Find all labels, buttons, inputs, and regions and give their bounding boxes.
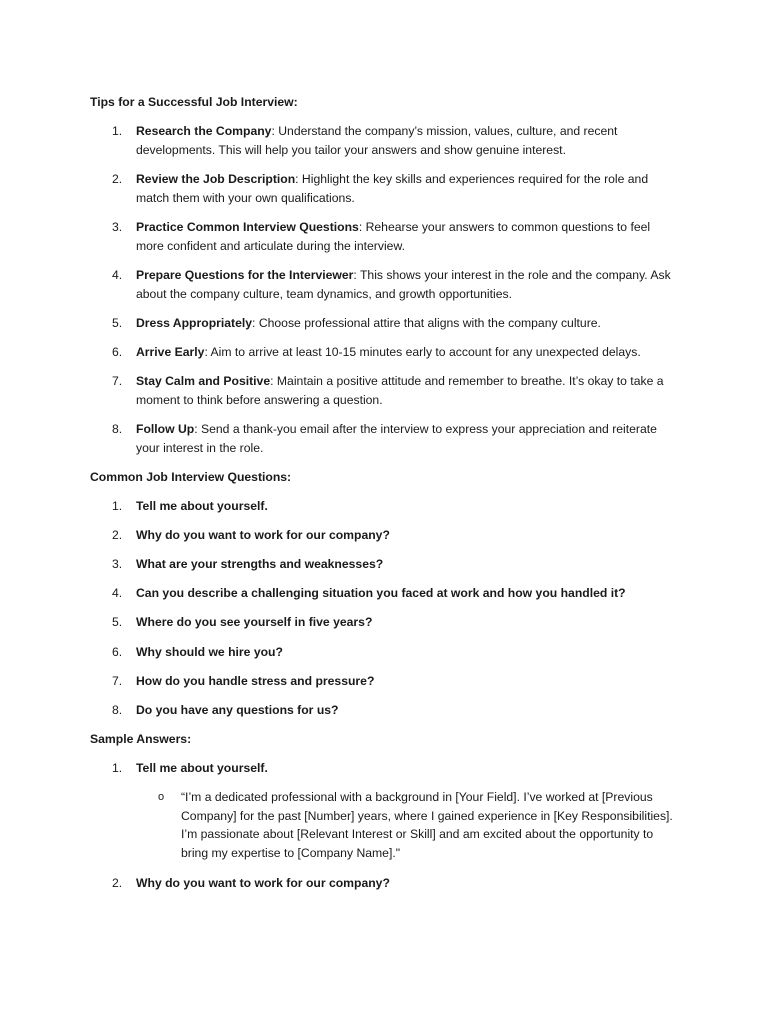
list-number: 4.	[112, 268, 123, 282]
list-item-title: Where do you see yourself in five years?	[136, 615, 373, 629]
list-item-text	[136, 420, 681, 457]
list-item-title: Why do you want to work for our company?	[136, 876, 390, 890]
list-item-description: : Maintain a positive attitude and remember to breathe. It’s okay to take a moment to think before answering a question.	[136, 374, 664, 407]
list-item-text	[136, 497, 681, 516]
list-item-description: : Aim to arrive at least 10-15 minutes early to account for any unexpected delays.	[204, 345, 641, 359]
list-item-title: Stay Calm and Positive	[136, 374, 271, 388]
list-item-text	[136, 122, 681, 159]
list-item-text	[136, 555, 681, 574]
list-item-title: Can you describe a challenging situation you faced at work and how you handled it?	[136, 586, 626, 600]
list-number: 1.	[112, 761, 123, 775]
list-number: 3.	[112, 220, 123, 234]
list-item-text	[136, 613, 681, 632]
list-number: 8.	[112, 422, 123, 436]
list-item-title: What are your strengths and weaknesses?	[136, 557, 384, 571]
list-item-text	[136, 314, 681, 333]
list-item-text	[136, 526, 681, 545]
list-item-title: Dress Appropriately	[136, 316, 253, 330]
list-number: 2.	[112, 876, 123, 890]
list-item-title: Arrive Early	[136, 345, 205, 359]
list-number: 4.	[112, 586, 123, 600]
list-item-text	[136, 643, 681, 662]
list-number: 5.	[112, 615, 123, 629]
list-item-description: : Send a thank-you email after the interview to express your appreciation and reiterate your interest in the role.	[136, 422, 657, 455]
list-item-text	[136, 343, 681, 362]
list-item-title: Do you have any questions for us?	[136, 703, 339, 717]
section-heading-tips: Tips for a Successful Job Interview:	[90, 95, 298, 109]
list-item-description: : Understand the company’s mission, values, culture, and recent developments. This will help you tailor your answers and show genuine interest.	[136, 124, 618, 157]
list-item-text	[136, 218, 681, 255]
list-item-title: Why should we hire you?	[136, 645, 283, 659]
list-item-text	[136, 170, 681, 207]
list-item-title: Tell me about yourself.	[136, 761, 268, 775]
list-item-text	[136, 372, 681, 409]
list-number: 7.	[112, 374, 123, 388]
list-item-title: Tell me about yourself.	[136, 499, 268, 513]
list-item-description: : Choose professional attire that aligns with the company culture.	[252, 316, 601, 330]
bullet-icon: o	[158, 791, 165, 803]
list-number: 6.	[112, 645, 123, 659]
sample-answer-text: “I’m a dedicated professional with a background in [Your Field]. I’ve worked at [Previous Company] for the past [Number] years, where I gained experience in [Key Responsibilities]. I’m passionate about [Relevant Interest or Skill] and am excited about the opportunity to bring my expertise to [Company Name]."	[181, 790, 673, 861]
list-number: 2.	[112, 528, 123, 542]
list-number: 6.	[112, 345, 123, 359]
list-item-title: Why do you want to work for our company?	[136, 528, 390, 542]
list-item-description: : Highlight the key skills and experiences required for the role and match them with your own qualifications.	[136, 172, 649, 205]
list-item-text	[136, 266, 681, 303]
list-item-text	[136, 701, 681, 720]
list-number: 3.	[112, 557, 123, 571]
list-item-description: : This shows your interest in the role and the company. Ask about the company culture, team dynamics, and growth opportunities.	[136, 268, 671, 301]
list-number: 8.	[112, 703, 123, 717]
list-number: 1.	[112, 124, 123, 138]
list-item-text	[136, 584, 681, 603]
list-item-text	[136, 759, 681, 778]
list-item-description: : Rehearse your answers to common questions to feel more confident and articulate during the interview.	[136, 220, 651, 253]
list-item-title: Prepare Questions for the Interviewer	[136, 268, 354, 282]
list-number: 1.	[112, 499, 123, 513]
list-item-text	[136, 672, 681, 691]
list-item-title: Follow Up	[136, 422, 195, 436]
list-item-text	[136, 874, 681, 893]
list-number: 5.	[112, 316, 123, 330]
section-heading-sample-answers: Sample Answers:	[90, 732, 192, 746]
list-item-title: How do you handle stress and pressure?	[136, 674, 375, 688]
list-number: 2.	[112, 172, 123, 186]
list-number: 7.	[112, 674, 123, 688]
section-heading-questions: Common Job Interview Questions:	[90, 470, 292, 484]
list-item-title: Practice Common Interview Questions	[136, 220, 359, 234]
list-item-title: Research the Company	[136, 124, 272, 138]
list-item-title: Review the Job Description	[136, 172, 296, 186]
